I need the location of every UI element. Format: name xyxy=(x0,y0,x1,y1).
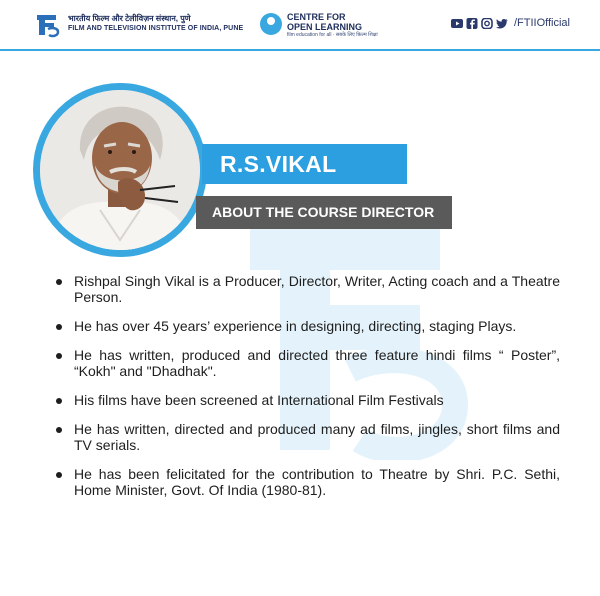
bio-item-text: His films have been screened at International Film Festivals xyxy=(74,392,444,408)
instagram-icon[interactable] xyxy=(481,18,493,29)
bullet-dot xyxy=(56,279,62,285)
header-divider xyxy=(0,49,600,51)
bio-item-text: Rishpal Singh Vikal is a Producer, Director, Writer, Acting coach and a Theatre Person. xyxy=(74,273,560,305)
ftii-english-name: FILM AND TELEVISION INSTITUTE OF INDIA, PUNE xyxy=(68,25,244,32)
bio-item xyxy=(40,347,560,379)
col-line1: CENTRE FOR xyxy=(287,12,346,22)
bullet-dot xyxy=(56,472,62,478)
col-logo xyxy=(259,12,283,36)
bullet-dot xyxy=(56,427,62,433)
col-tagline: film education for all · सबके लिए फ़िल्म शिक्षा xyxy=(287,32,378,38)
director-name: R.S.VIKAL xyxy=(220,151,337,177)
portrait-image xyxy=(40,90,200,250)
role-title: ABOUT THE COURSE DIRECTOR xyxy=(212,204,435,220)
bullet-dot xyxy=(56,353,62,359)
profile-photo xyxy=(40,90,200,250)
bullet-dot xyxy=(56,324,62,330)
youtube-icon[interactable] xyxy=(451,18,463,29)
name-banner xyxy=(202,144,407,184)
bio-item xyxy=(40,392,560,408)
bio-item xyxy=(40,273,560,305)
bullet-dot xyxy=(56,398,62,404)
facebook-icon[interactable] xyxy=(466,18,478,29)
header xyxy=(0,0,600,48)
bio-item xyxy=(40,318,560,334)
bio-item-text: He has over 45 years’ experience in designing, directing, staging Plays. xyxy=(74,318,517,334)
bio-item xyxy=(40,421,560,453)
ftii-hindi-name: भारतीय फिल्म और टेलीविज़न संस्थान, पुणे xyxy=(68,14,191,23)
social-handle[interactable]: /FTIIOfficial xyxy=(513,17,570,29)
bio-item-text: He has written, directed and produced many ad films, jingles, short films and TV serials. xyxy=(74,421,560,453)
bio-item-text: He has been felicitated for the contribution to Theatre by Shri. P.C. Sethi, Home Minister, Govt. Of India (1980-81). xyxy=(74,466,560,498)
ftii-name xyxy=(68,14,243,34)
col-wordmark xyxy=(287,12,378,39)
bio-list xyxy=(40,273,560,511)
twitter-icon[interactable] xyxy=(496,18,508,29)
social-links xyxy=(451,17,570,29)
ftii-logo xyxy=(34,12,64,38)
role-banner xyxy=(196,196,452,229)
col-line2: OPEN LEARNING xyxy=(287,22,363,32)
bio-item xyxy=(40,466,560,498)
bio-item-text: He has written, produced and directed three feature hindi films “ Poster”, “Kokh" and "Dhadhak". xyxy=(74,347,560,379)
